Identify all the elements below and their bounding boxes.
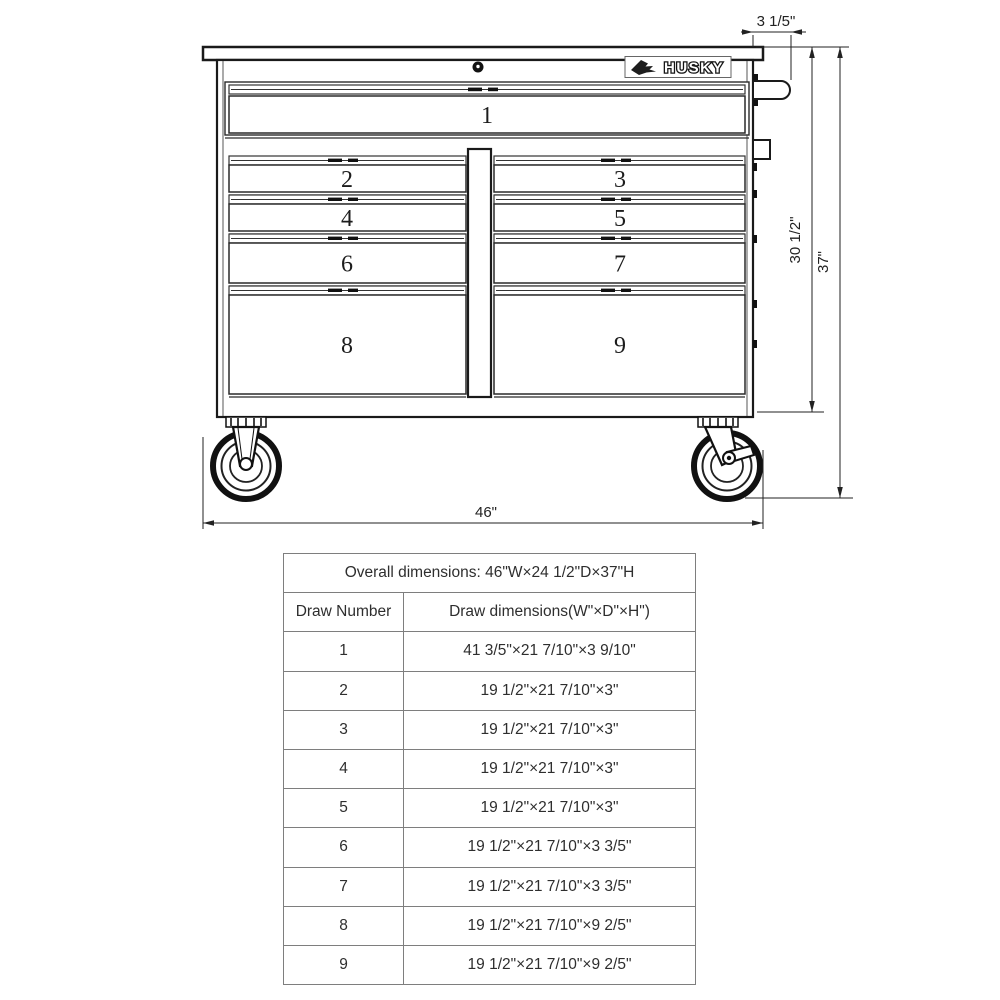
- left-caster: [213, 417, 279, 499]
- table-row-drawer-7: [284, 867, 696, 906]
- draw-dimensions-cell: 19 1/2"×21 7/10"×3": [404, 710, 696, 749]
- dimension-overall-width: [203, 437, 763, 529]
- col-header-draw-number: Draw Number: [284, 593, 404, 632]
- draw-number-cell: 6: [284, 828, 404, 867]
- table-row-drawer-4: [284, 749, 696, 788]
- draw-number-cell: 7: [284, 867, 404, 906]
- draw-dimensions-cell: 41 3/5"×21 7/10"×3 9/10": [404, 632, 696, 671]
- table-row-drawer-8: [284, 906, 696, 945]
- table-row-drawer-6: [284, 828, 696, 867]
- draw-dimensions-cell: 19 1/2"×21 7/10"×3": [404, 671, 696, 710]
- draw-dimensions-cell: 19 1/2"×21 7/10"×9 2/5": [404, 906, 696, 945]
- keylock-icon: [473, 62, 484, 73]
- draw-number-cell: 1: [284, 632, 404, 671]
- draw-dimensions-cell: 19 1/2"×21 7/10"×3 3/5": [404, 867, 696, 906]
- center-divider: [468, 149, 491, 397]
- drawer-1-label: 1: [481, 103, 493, 129]
- drawer-7: [494, 234, 745, 286]
- drawer-5-label: 5: [614, 206, 626, 232]
- draw-number-cell: 2: [284, 671, 404, 710]
- table-row-drawer-2: [284, 671, 696, 710]
- right-caster: [694, 417, 760, 499]
- drawer-9: [494, 286, 745, 397]
- draw-number-cell: 4: [284, 749, 404, 788]
- drawer-7-label: 7: [614, 251, 626, 278]
- draw-dimensions-cell: 19 1/2"×21 7/10"×3": [404, 749, 696, 788]
- drawer-4-label: 4: [341, 206, 353, 232]
- overall-height-label: 37": [815, 250, 832, 274]
- draw-number-cell: 8: [284, 906, 404, 945]
- drawer-5: [494, 195, 745, 234]
- table-column-header-row: [284, 593, 696, 632]
- handle-depth-label: 3 1/5": [756, 13, 796, 30]
- table-overall-header-row: [284, 554, 696, 593]
- dimensions-table: [283, 553, 696, 985]
- table-row-drawer-5: [284, 789, 696, 828]
- table-row-drawer-3: [284, 710, 696, 749]
- draw-number-cell: 9: [284, 945, 404, 984]
- col-header-draw-dimensions: Draw dimensions(W"×D"×H"): [404, 593, 696, 632]
- drawer-3: [494, 156, 745, 195]
- drawer-3-label: 3: [614, 167, 626, 193]
- draw-dimensions-cell: 19 1/2"×21 7/10"×3 3/5": [404, 828, 696, 867]
- drawer-8: [229, 286, 466, 397]
- drawer-2-label: 2: [341, 167, 353, 193]
- table-row-drawer-9: [284, 945, 696, 984]
- brand-name: HUSKY: [663, 59, 725, 77]
- draw-dimensions-cell: 19 1/2"×21 7/10"×3": [404, 789, 696, 828]
- drawer-8-label: 8: [341, 333, 353, 359]
- drawer-6: [229, 234, 466, 286]
- husky-logo: [625, 57, 731, 78]
- drawer-6-label: 6: [341, 251, 353, 278]
- body-height-label: 30 1/2": [787, 216, 804, 264]
- dimension-body-height: [756, 47, 849, 412]
- side-handle: [753, 74, 790, 106]
- drawer-4: [229, 195, 466, 234]
- draw-number-cell: 3: [284, 710, 404, 749]
- side-fittings: [753, 140, 770, 348]
- dimension-overall-height: [745, 47, 853, 498]
- table-row-drawer-1: [284, 632, 696, 671]
- drawer-9-label: 9: [614, 333, 626, 359]
- table-overall-header: Overall dimensions: 46"W×24 1/2"D×37"H: [284, 554, 696, 593]
- drawer-1: [225, 82, 749, 138]
- drawer-2: [229, 156, 466, 195]
- overall-width-label: 46": [474, 504, 498, 521]
- draw-number-cell: 5: [284, 789, 404, 828]
- draw-dimensions-cell: 19 1/2"×21 7/10"×9 2/5": [404, 945, 696, 984]
